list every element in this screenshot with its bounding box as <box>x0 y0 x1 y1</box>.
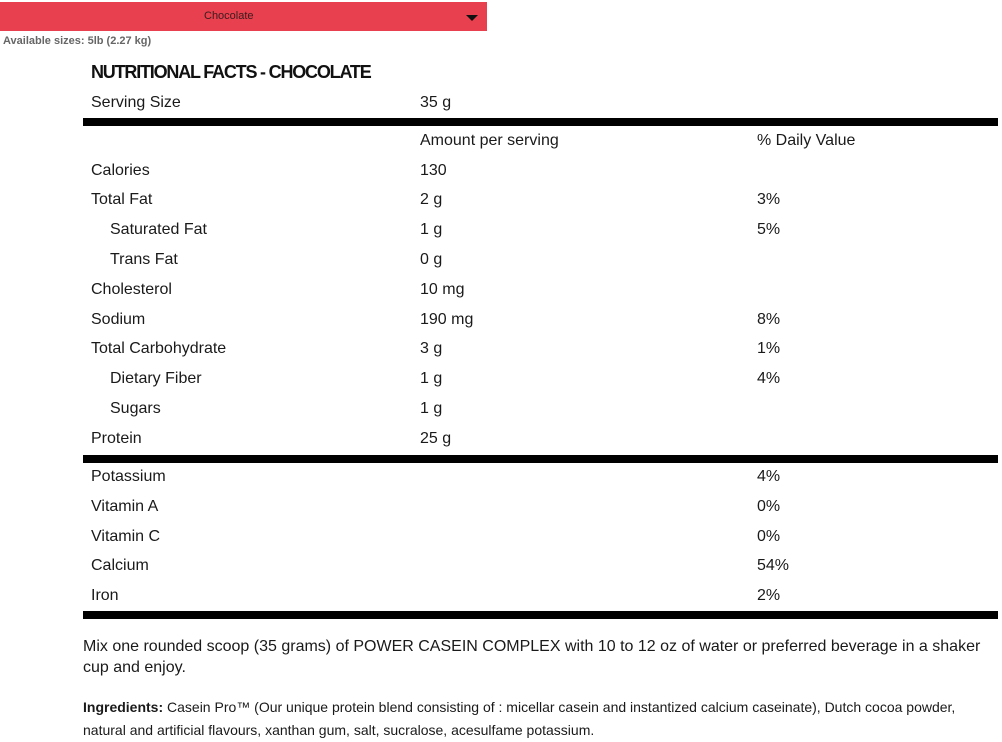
serving-size-label: Serving Size <box>91 94 181 111</box>
nutrient-row <box>0 191 1002 215</box>
ingredients-text: Casein Pro™ (Our unique protein blend consisting of : micellar casein and instantized calcium caseinate), Dutch cocoa powder, natural and artificial flavours, xanthan gum, salt, sucralose, acesulfame potassium. <box>83 699 956 738</box>
mineral-row <box>0 498 1002 522</box>
nutrient-daily: 3% <box>757 191 781 208</box>
serving-size-value: 35 g <box>420 94 452 111</box>
nutrient-amount: 1 g <box>420 370 443 387</box>
nutrient-amount: 1 g <box>420 400 443 417</box>
mineral-row <box>0 587 1002 611</box>
mineral-daily: 2% <box>757 587 781 604</box>
nutrient-row <box>0 162 1002 186</box>
mineral-row <box>0 528 1002 552</box>
ingredients <box>83 696 983 742</box>
nutrient-row <box>0 281 1002 305</box>
nutrient-name: Trans Fat <box>110 251 178 268</box>
divider-thick <box>83 611 998 619</box>
nutrient-amount: 1 g <box>420 221 443 238</box>
mineral-name: Vitamin A <box>91 498 159 515</box>
available-sizes-label: Available sizes: <box>3 35 85 47</box>
mineral-daily: 54% <box>757 557 790 574</box>
header-amount: Amount per serving <box>420 132 559 149</box>
nutrient-row <box>0 251 1002 275</box>
nutrient-name: Calories <box>91 162 150 179</box>
nutrient-daily: 8% <box>757 311 781 328</box>
nutrient-amount: 2 g <box>420 191 443 208</box>
mineral-name: Potassium <box>91 468 166 485</box>
nutrient-daily: 4% <box>757 370 781 387</box>
mineral-row <box>0 468 1002 492</box>
ingredients-label: Ingredients: <box>83 699 164 715</box>
divider-thick <box>83 455 998 463</box>
nutrient-name: Saturated Fat <box>110 221 207 238</box>
nutrient-row <box>0 400 1002 424</box>
nutrient-amount: 130 <box>420 162 447 179</box>
nutrient-row <box>0 311 1002 335</box>
nutrient-daily: 5% <box>757 221 781 238</box>
nutrient-amount: 0 g <box>420 251 443 268</box>
nutrient-row <box>0 370 1002 394</box>
mineral-name: Iron <box>91 587 119 604</box>
nutrient-row <box>0 430 1002 454</box>
nutrient-row <box>0 340 1002 364</box>
nutrition-header-row <box>0 132 1002 156</box>
mineral-name: Vitamin C <box>91 528 161 545</box>
nutrient-name: Total Fat <box>91 191 153 208</box>
nutrient-name: Sugars <box>110 400 161 417</box>
nutrient-name: Dietary Fiber <box>110 370 202 387</box>
chevron-down-icon <box>466 15 478 21</box>
mineral-daily: 4% <box>757 468 781 485</box>
available-sizes <box>3 35 151 47</box>
flavor-select[interactable] <box>0 2 487 31</box>
nutrient-row <box>0 221 1002 245</box>
nutrient-name: Total Carbohydrate <box>91 340 227 357</box>
flavor-select-value: Chocolate <box>204 10 254 22</box>
available-sizes-value: 5lb (2.27 kg) <box>87 35 152 47</box>
nutrition-title: NUTRITIONAL FACTS - CHOCOLATE <box>91 62 371 82</box>
nutrient-amount: 190 mg <box>420 311 474 328</box>
nutrient-name: Protein <box>91 430 142 447</box>
nutrient-name: Cholesterol <box>91 281 172 298</box>
header-daily-value: % Daily Value <box>757 132 856 149</box>
directions-text: Mix one rounded scoop (35 grams) of POWER CASEIN COMPLEX with 10 to 12 oz of water or preferred beverage in a shaker cup and enjoy. <box>83 638 981 676</box>
mineral-daily: 0% <box>757 528 781 545</box>
nutrient-amount: 10 mg <box>420 281 465 298</box>
nutrient-amount: 3 g <box>420 340 443 357</box>
mineral-daily: 0% <box>757 498 781 515</box>
divider-thick <box>83 118 998 126</box>
mineral-row <box>0 557 1002 581</box>
nutrient-name: Sodium <box>91 311 146 328</box>
mineral-name: Calcium <box>91 557 149 574</box>
serving-size-row <box>0 94 1002 118</box>
nutrient-daily: 1% <box>757 340 781 357</box>
nutrient-amount: 25 g <box>420 430 452 447</box>
